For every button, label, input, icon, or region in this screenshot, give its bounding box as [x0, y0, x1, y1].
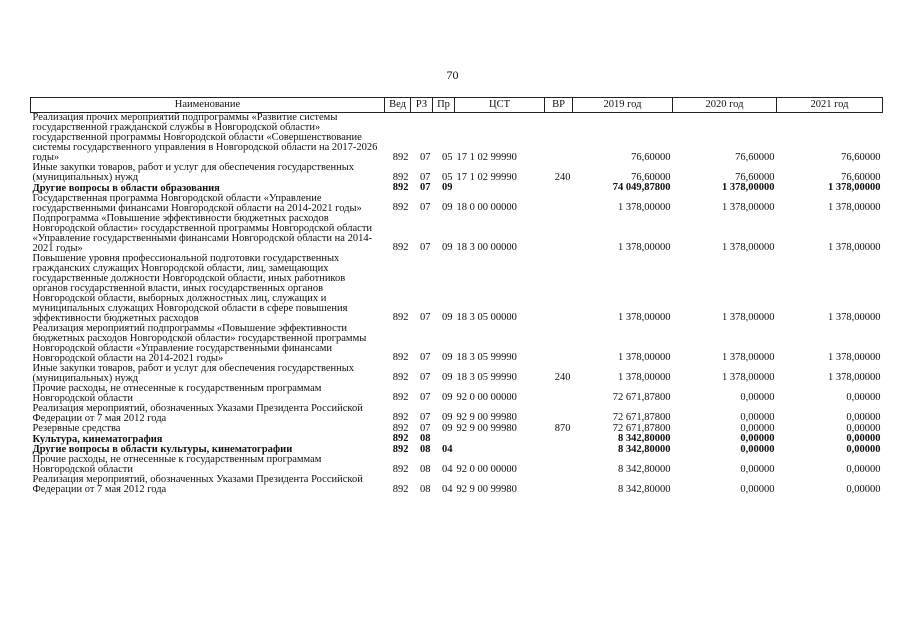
row-vr	[545, 384, 573, 404]
row-amount-2021: 0,00000	[846, 392, 881, 403]
row-amount-2019: 8 342,80000	[618, 443, 671, 455]
column-header-cst: ЦСТ	[455, 98, 545, 113]
table-row	[31, 254, 883, 324]
row-pr: 05	[442, 151, 453, 163]
row-pr: 04	[442, 443, 453, 455]
row-amount-2020: 1 378,00000	[722, 182, 775, 193]
row-cst	[455, 183, 545, 194]
table-row	[31, 324, 883, 364]
row-amount-2021: 1 378,00000	[828, 312, 881, 323]
row-amount-2020: 1 378,00000	[722, 352, 775, 363]
row-amount-2019: 72 671,87800	[612, 392, 671, 403]
column-header-2021: 2021 год	[777, 98, 883, 113]
row-cst: 92 9 00 99980	[456, 483, 517, 495]
row-cst: 18 3 05 99990	[456, 352, 517, 363]
row-ved: 892	[392, 483, 409, 495]
row-amount-2021: 0,00000	[846, 463, 881, 475]
table-row	[31, 404, 883, 424]
row-name: Резервные средства	[32, 423, 121, 434]
row-ved: 892	[392, 352, 409, 363]
row-name: Культура, кинематография	[32, 433, 163, 445]
row-vr	[545, 194, 573, 214]
row-amount-2019: 1 378,00000	[618, 242, 671, 253]
row-vr	[545, 113, 573, 164]
table-row	[31, 183, 883, 194]
row-name: Иные закупки товаров, работ и услуг для обеспечения государственных (муниципальных) нужд	[32, 362, 355, 384]
row-cst	[455, 434, 545, 445]
row-rz: 07	[420, 182, 431, 193]
row-cst: 18 3 00 00000	[456, 242, 517, 253]
row-amount-2021: 1 378,00000	[828, 242, 881, 253]
row-amount-2021: 1 378,00000	[828, 352, 881, 363]
row-pr: 09	[442, 412, 453, 423]
row-amount-2021: 0,00000	[846, 483, 881, 495]
column-header-rz: РЗ	[411, 98, 433, 113]
row-amount-2021: 0,00000	[846, 422, 881, 434]
row-rz: 07	[420, 392, 431, 403]
row-amount-2019: 8 342,80000	[618, 433, 671, 444]
row-rz: 07	[420, 242, 431, 253]
row-ved: 892	[392, 422, 409, 434]
row-name: Повышение уровня профессиональной подготовки государственных гражданских служащих Новгородской области, лиц, замещающих государственные должности Новгородской области, иных работников органов государственной власти, иных государственных органов Новгородской области, выборных должностных лиц, служащих и муниципальных служащих Новгородской области в сфере повышения эффективности бюджетных расходов	[32, 252, 348, 324]
budget-table	[30, 97, 883, 495]
row-cst: 18 3 05 99990	[456, 372, 517, 383]
row-name: Прочие расходы, не отнесенные к государственным программам Новгородской области	[32, 454, 322, 475]
row-vr	[545, 475, 573, 495]
row-rz: 07	[420, 202, 431, 213]
row-rz: 08	[420, 483, 431, 495]
row-rz: 07	[420, 171, 431, 183]
row-amount-2021: 0,00000	[846, 412, 881, 423]
table-row	[31, 214, 883, 254]
table-row	[31, 163, 883, 183]
column-header-name: Наименование	[31, 98, 385, 113]
row-amount-2020: 1 378,00000	[722, 312, 775, 323]
row-pr	[433, 434, 455, 445]
row-ved: 892	[392, 443, 409, 455]
table-row	[31, 384, 883, 404]
row-rz: 07	[420, 422, 431, 434]
page-number: 70	[446, 68, 459, 82]
row-amount-2020: 76,60000	[735, 151, 775, 163]
row-pr: 09	[442, 422, 453, 434]
row-rz: 08	[420, 433, 431, 444]
table-row	[31, 113, 883, 164]
row-cst: 92 9 00 99980	[456, 422, 517, 434]
row-name: Реализация мероприятий подпрограммы «Повышение эффективности бюджетных расходов Новгородской области» государственной программы Новгородской области «Управление государственными финансами Новгородской области на 2014-2021 годы»	[32, 322, 367, 364]
table-row	[31, 364, 883, 384]
row-amount-2019: 76,60000	[631, 171, 671, 183]
column-header-pr: Пр	[433, 98, 455, 113]
row-amount-2019: 72 671,87800	[612, 422, 671, 434]
row-amount-2020: 1 378,00000	[722, 202, 775, 213]
row-ved: 892	[392, 312, 409, 323]
row-pr: 09	[442, 392, 453, 403]
row-pr: 09	[442, 312, 453, 323]
row-amount-2020: 0,00000	[740, 392, 775, 403]
row-amount-2019: 8 342,80000	[618, 463, 671, 475]
row-amount-2019: 8 342,80000	[618, 483, 671, 495]
row-vr	[545, 404, 573, 424]
row-amount-2021: 0,00000	[846, 443, 881, 455]
row-ved: 892	[392, 202, 409, 213]
column-header-vr: ВР	[545, 98, 573, 113]
row-amount-2020: 1 378,00000	[722, 372, 775, 383]
row-amount-2019: 74 049,87800	[612, 182, 671, 193]
table-row	[31, 434, 883, 445]
row-ved: 892	[392, 151, 409, 163]
row-pr: 09	[442, 352, 453, 363]
row-pr: 05	[442, 171, 453, 183]
row-pr: 04	[442, 463, 453, 475]
row-amount-2020: 0,00000	[740, 443, 775, 455]
row-amount-2019: 1 378,00000	[618, 312, 671, 323]
row-vr	[545, 214, 573, 254]
row-amount-2019: 1 378,00000	[618, 202, 671, 213]
row-amount-2021: 0,00000	[846, 433, 881, 444]
row-amount-2020: 0,00000	[740, 483, 775, 495]
row-amount-2019: 76,60000	[631, 151, 671, 163]
row-vr: 240	[554, 171, 571, 183]
table-row	[31, 455, 883, 475]
row-pr: 09	[442, 182, 453, 193]
column-header-2020: 2020 год	[673, 98, 777, 113]
row-vr	[545, 183, 573, 194]
row-pr: 09	[442, 372, 453, 383]
row-vr	[545, 434, 573, 445]
row-amount-2019: 1 378,00000	[618, 372, 671, 383]
row-name: Реализация мероприятий, обозначенных Указами Президента Российской Федерации от 7 мая 2012 года	[32, 474, 363, 495]
row-amount-2020: 0,00000	[740, 422, 775, 434]
row-ved: 892	[392, 433, 409, 444]
row-vr	[545, 254, 573, 324]
row-amount-2021: 76,60000	[841, 171, 881, 183]
row-rz: 08	[420, 463, 431, 475]
row-vr: 240	[554, 372, 571, 383]
row-name: Прочие расходы, не отнесенные к государственным программам Новгородской области	[32, 382, 322, 404]
row-amount-2020: 76,60000	[735, 171, 775, 183]
row-name: Иные закупки товаров, работ и услуг для обеспечения государственных (муниципальных) нужд	[32, 162, 355, 183]
row-amount-2019: 1 378,00000	[618, 352, 671, 363]
row-pr: 09	[442, 202, 453, 213]
row-name: Подпрограмма «Повышение эффективности бюджетных расходов Новгородской области» государственной программы Новгородской области «Управление государственными финансами Новгородской области на 2014-2021 годы»	[32, 212, 373, 254]
row-cst: 92 9 00 99980	[456, 412, 517, 423]
row-name: Государственная программа Новгородской области «Управление государственными финансами Новгородской области на 2014-2021 годы»	[32, 192, 362, 214]
column-header-2019: 2019 год	[573, 98, 673, 113]
row-cst: 92 0 00 00000	[456, 463, 517, 475]
row-rz: 07	[420, 412, 431, 423]
row-amount-2020: 0,00000	[740, 433, 775, 444]
row-rz: 07	[420, 352, 431, 363]
row-cst	[455, 445, 545, 456]
row-name: Другие вопросы в области образования	[32, 182, 220, 194]
row-ved: 892	[392, 182, 409, 193]
row-amount-2019: 72 671,87800	[612, 412, 671, 423]
row-cst: 18 0 00 00000	[456, 202, 517, 213]
row-ved: 892	[392, 392, 409, 403]
row-pr: 09	[442, 242, 453, 253]
row-rz: 07	[420, 372, 431, 383]
header-row	[31, 98, 883, 113]
row-amount-2021: 1 378,00000	[828, 372, 881, 383]
row-vr	[545, 455, 573, 475]
row-vr	[545, 324, 573, 364]
row-amount-2020: 0,00000	[740, 463, 775, 475]
row-cst: 18 3 05 00000	[456, 312, 517, 323]
row-vr: 870	[554, 422, 571, 434]
row-vr	[545, 445, 573, 456]
column-header-ved: Вед	[385, 98, 411, 113]
row-rz: 07	[420, 151, 431, 163]
row-cst: 92 0 00 00000	[456, 392, 517, 403]
row-amount-2020: 1 378,00000	[722, 242, 775, 253]
row-cst: 17 1 02 99990	[456, 171, 517, 183]
row-amount-2021: 1 378,00000	[828, 182, 881, 193]
row-amount-2021: 1 378,00000	[828, 202, 881, 213]
row-ved: 892	[392, 372, 409, 383]
row-ved: 892	[392, 171, 409, 183]
row-cst: 17 1 02 99990	[456, 151, 517, 163]
row-rz: 07	[420, 312, 431, 323]
row-ved: 892	[392, 412, 409, 423]
table-row	[31, 194, 883, 214]
row-amount-2021: 76,60000	[841, 151, 881, 163]
row-pr: 04	[442, 483, 453, 495]
row-ved: 892	[392, 463, 409, 475]
row-name: Реализация прочих мероприятий подпрограммы «Развитие системы государственной гражданской службы в Новгородской области» государственной программы Новгородской области «Совершенствование системы государственного управления в Новгородской области на 2017-2026 годы»	[32, 112, 378, 163]
row-name: Реализация мероприятий, обозначенных Указами Президента Российской Федерации от 7 мая 2012 года	[32, 402, 363, 424]
table-row	[31, 475, 883, 495]
row-rz: 08	[420, 443, 431, 455]
row-amount-2020: 0,00000	[740, 412, 775, 423]
row-ved: 892	[392, 242, 409, 253]
row-name: Другие вопросы в области культуры, кинематографии	[32, 444, 293, 455]
